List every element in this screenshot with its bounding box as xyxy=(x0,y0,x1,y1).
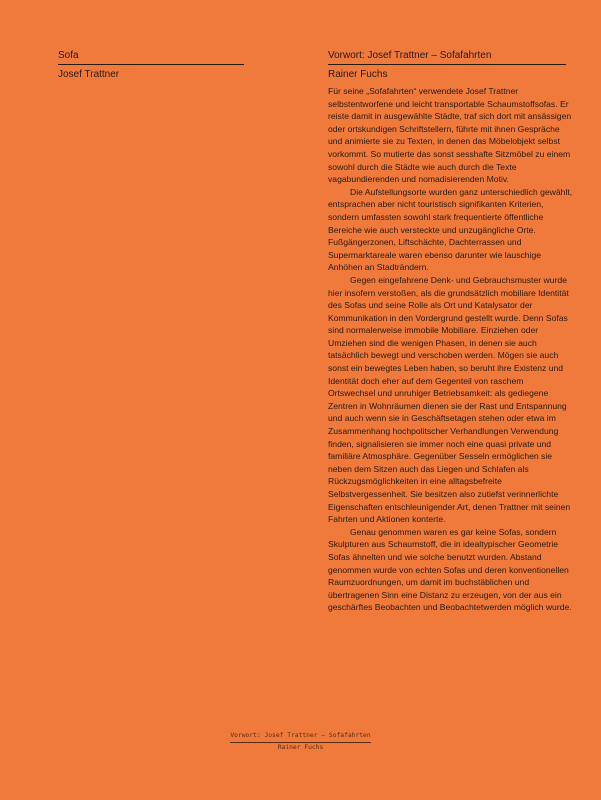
paragraph: Die Aufstellungsorte wurden ganz unterschiedlich gewählt, entsprachen aber nicht touristisch signifikanten Kriterien, sondern umfassten sowohl stark frequentierte öffentliche Bereiche wie auch versteckte und unzugängliche Orte. Fußgängerzonen, Liftschächte, Dachterrassen und Supermarktareale waren ebenso darunter wie lauschige Anhöhen an Stadträndern. xyxy=(328,186,573,273)
chapter-title: Vorwort: Josef Trattner – Sofafahrten xyxy=(328,49,566,65)
footer-title: Vorwort: Josef Trattner – Sofafahrten xyxy=(230,731,370,743)
paragraph: Genau genommen waren es gar keine Sofas, sondern Skulpturen aus Schaumstoff, die in idealtypischer Geometrie Sofas ähnelten und wie solche benutzt wurden. Abstand genommen wurde von echten Sofas und deren konventionellen Raumzuordnungen, um damit im buchstäblichen und übertragenen Sinn eine Distanz zu erzeugen, von der aus ein geschärftes Beobachten und Beobachtetwerden möglich wurde. xyxy=(328,526,572,613)
right-running-header xyxy=(328,49,568,82)
chapter-author: Rainer Fuchs xyxy=(328,69,388,80)
footer-author: Rainer Fuchs xyxy=(277,744,324,751)
left-running-header xyxy=(58,49,298,82)
body-text xyxy=(328,85,573,614)
paragraph: Gegen eingefahrene Denk- und Gebrauchsmuster wurde hier insofern verstoßen, als die grundsätzlich mobiliare Identität des Sofas und seine Rolle als Ort und Katalysator der Kommunikation in den Vordergrund gestellt wurde. Denn Sofas sind normalerweise immobile Mobiliare. Einziehen oder Umziehen sind die wenigen Phasen, in denen sie auch tatsächlich bewegt und verschoben werden. Mögen sie auch sonst ein bewegtes Leben haben, so beruht ihre Existenz und Identität doch eher auf dem Gegenteil von raschem Ortswechsel und unruhiger Betriebsamkeit: als gediegene Zentren in Wohnräumen dienen sie der Rast und Entspannung und auch wenn sie in Geschäftsetagen stehen oder etwa im Zusammenhang hochpolitscher Verhandlungen Verwendung finden, signalisieren sie immer noch eine quasi private und familiäre Atmosphäre. Gegenüber Sesseln ermöglichen sie neben dem Sitzen auch das Liegen und Schlafen als Rückzugsmöglichkeiten in eine alltagsbefreite Selbstvergessenheit. Sie besitzen also zutiefst verinnerlichte Eigenschaften entschleunigender Art, denen Trattner mit seinen Fahrten und Aktionen konterte. xyxy=(328,274,571,525)
paragraph: Für seine „Sofafahrten“ verwendete Josef Trattner selbstentworfene und leicht transportable Schaumstoffsofas. Er reiste damit in ausgewählte Städte, traf sich dort mit ansässigen oder ortskundigen Schriftstellern, führte mit ihnen Gespräche und animierte sie zu Texten, in denen das Möbelobjekt selbst vorkommt. So mutierte das sonst sesshafte Sitzmöbel zu einem sowohl durch die Städte wie auch durch die Texte vagabundierenden und nomadisierenden Motiv. xyxy=(328,86,572,185)
section-title: Sofa xyxy=(58,49,244,65)
page-footer xyxy=(0,731,601,753)
artist-name: Josef Trattner xyxy=(58,69,120,80)
